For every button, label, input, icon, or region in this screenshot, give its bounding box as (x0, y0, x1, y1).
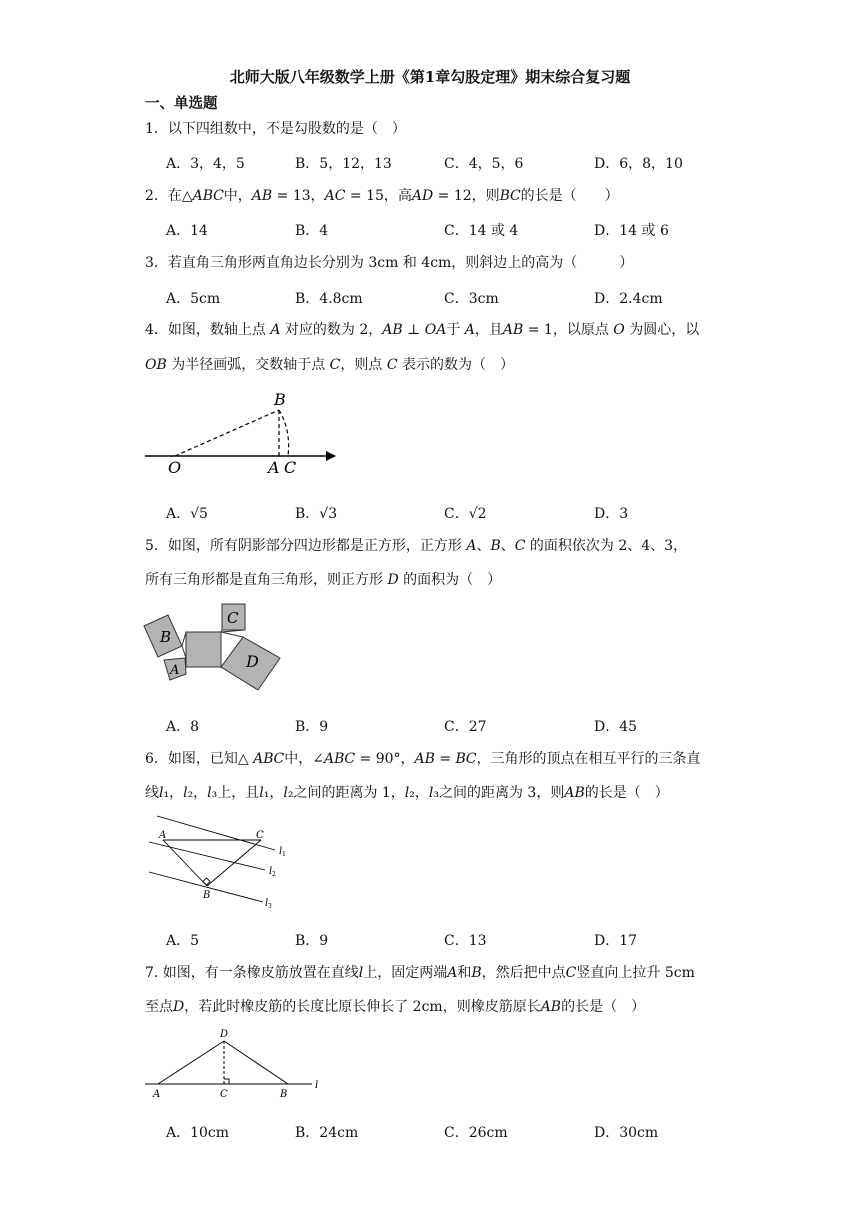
section-heading: 一、单选题 (145, 95, 218, 112)
q7-option-c[interactable]: C．26cm (444, 1125, 508, 1141)
q6-parallel-lines-figure (145, 812, 305, 912)
q5-option-b[interactable]: B．9 (295, 719, 329, 735)
q5-squares-figure (140, 600, 290, 695)
question-5-stem-line-1: 5．如图，所有阴影部分四边形都是正方形，正方形 𝐴、𝐵、𝐶 的面积依次为 2、4、3， (145, 538, 688, 554)
q7-label-b: B (280, 1089, 288, 1100)
q1-option-c[interactable]: C．4，5，6 (444, 156, 524, 172)
q6-label-l3-sub: 3 (268, 903, 272, 910)
q1-option-a[interactable]: A．3，4，5 (166, 156, 245, 172)
q6-label-l3: l (265, 898, 269, 909)
q6-label-b: B (203, 890, 211, 901)
q5-option-c[interactable]: C．27 (444, 719, 487, 735)
question-7-stem-line-2: 至点𝐷，若此时橡皮筋的长度比原长伸长了 2cm，则橡皮筋原长𝐴𝐵的长是（ ） (145, 999, 646, 1015)
q5-label-c: C (227, 609, 239, 627)
q6-label-l2: l (269, 866, 273, 877)
q6-label-l1: l (279, 846, 283, 857)
question-1-stem: 1．以下四组数中，不是勾股数的是（ ） (145, 121, 406, 137)
q2-option-b[interactable]: B．4 (295, 223, 329, 239)
q7-option-a[interactable]: A．10cm (166, 1125, 230, 1141)
q3-option-b[interactable]: B．4.8cm (295, 291, 363, 307)
q5-label-b: B (160, 628, 172, 646)
q4-option-d[interactable]: D．3 (594, 506, 629, 522)
question-4-stem-line-1: 4．如图，数轴上点 𝐴 对应的数为 2，𝐴𝐵 ⊥ 𝑂𝐴于 𝐴，且𝐴𝐵 = 1，以原点 𝑂 为圆心，以 (145, 322, 700, 338)
q7-label-l: l (315, 1080, 319, 1091)
q2-option-a[interactable]: A．14 (166, 223, 208, 239)
q4-number-line-figure (140, 385, 340, 480)
q6-option-c[interactable]: C．13 (444, 933, 487, 949)
q6-option-a[interactable]: A．5 (166, 933, 200, 949)
q6-label-a: A (159, 830, 167, 841)
q7-label-a: A (153, 1089, 161, 1100)
q4-label-a: A (268, 458, 280, 477)
page-title: 北师大版八年级数学上册《第1章勾股定理》期末综合复习题 (229, 68, 631, 86)
q6-option-b[interactable]: B．9 (295, 933, 329, 949)
q5-option-d[interactable]: D．45 (594, 719, 638, 735)
q4-option-c[interactable]: C．√2 (444, 506, 487, 522)
q3-option-c[interactable]: C．3cm (444, 291, 499, 307)
q2-option-d[interactable]: D．14 或 6 (594, 223, 669, 239)
q4-option-b[interactable]: B．√3 (295, 506, 338, 522)
q4-option-a[interactable]: A．√5 (166, 506, 208, 522)
q1-option-b[interactable]: B．5，12，13 (295, 156, 392, 172)
question-7-stem-line-1: 7. 如图，有一条橡皮筋放置在直线𝑙上，固定两端𝐴和𝐵，然后把中点𝐶竖直向上拉升 5cm (145, 965, 695, 981)
q7-option-d[interactable]: D．30cm (594, 1125, 659, 1141)
question-2-stem: 2．在△𝐴𝐵𝐶中，𝐴𝐵 = 13，𝐴𝐶 = 15，高𝐴𝐷 = 12，则𝐵𝐶的长是（ ） (145, 188, 619, 204)
q6-label-c: C (256, 830, 264, 841)
question-3-stem: 3．若直角三角形两直角边长分别为 3cm 和 4cm，则斜边上的高为（ ） (145, 255, 634, 271)
q4-label-c: C (284, 458, 297, 477)
q2-option-c[interactable]: C．14 或 4 (444, 223, 519, 239)
q6-label-l1-sub: 1 (282, 851, 286, 858)
q7-label-c: C (220, 1089, 228, 1100)
q6-label-l2-sub: 2 (272, 871, 276, 878)
q3-option-a[interactable]: A．5cm (166, 291, 221, 307)
q7-label-d: D (220, 1029, 229, 1040)
question-4-stem-line-2: 𝑂𝐵 为半径画弧，交数轴于点 𝐶，则点 𝐶 表示的数为（ ） (145, 357, 514, 373)
question-5-stem-line-2: 所有三角形都是直角三角形，则正方形 𝐷 的面积为（ ） (145, 572, 502, 588)
q3-option-d[interactable]: D．2.4cm (594, 291, 663, 307)
question-6-stem-line-1: 6．如图，已知△ 𝐴𝐵𝐶中，∠𝐴𝐵𝐶 = 90°，𝐴𝐵 = 𝐵𝐶，三角形的顶点在相互平行的三条直 (145, 751, 701, 767)
q5-option-a[interactable]: A．8 (166, 719, 200, 735)
q4-label-b: B (274, 390, 286, 409)
question-6-stem-line-2: 线𝑙₁，𝑙₂，𝑙₃上，且𝑙₁，𝑙₂之间的距离为 1，𝑙₂，𝑙₃之间的距离为 3，则𝐴𝐵的长是（ ） (145, 785, 669, 801)
q7-option-b[interactable]: B．24cm (295, 1125, 359, 1141)
q1-option-d[interactable]: D．6，8，10 (594, 156, 683, 172)
q7-rubber-band-figure (140, 1025, 330, 1105)
q5-label-a: A (170, 663, 180, 678)
q4-label-o: O (168, 458, 182, 477)
q6-option-d[interactable]: D．17 (594, 933, 638, 949)
q5-label-d: D (246, 652, 259, 671)
